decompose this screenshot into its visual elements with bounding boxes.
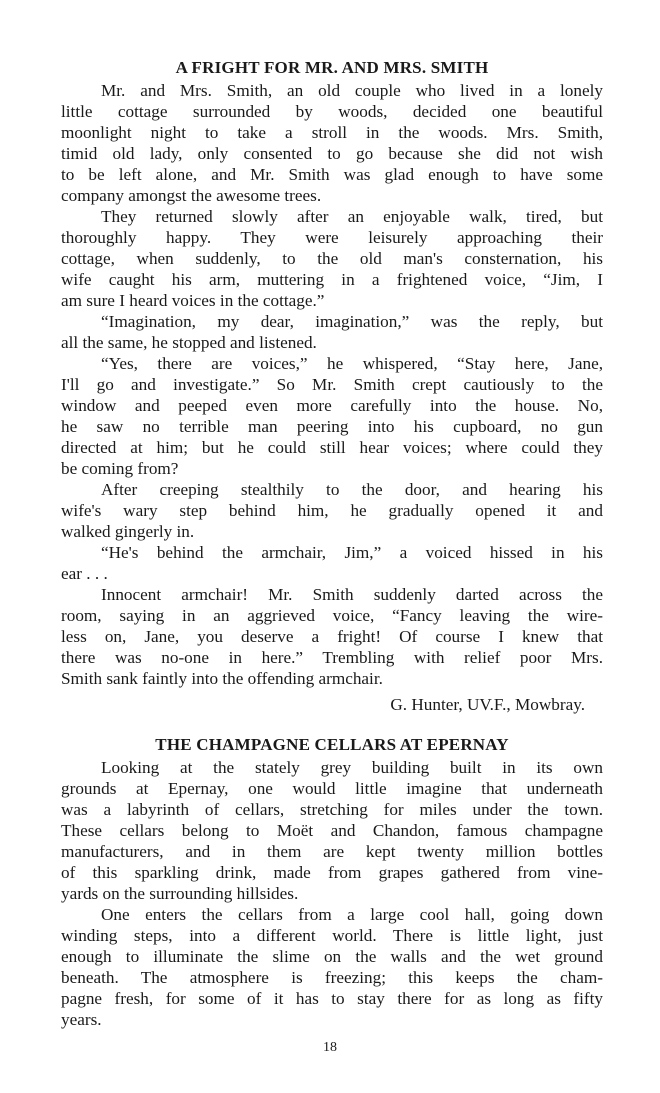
text-line: moonlight night to take a stroll in the woods. Mrs. Smith, <box>61 123 603 142</box>
text-line: ear . . . <box>61 564 108 583</box>
text-line: I'll go and investigate.” So Mr. Smith crept cautiously to the <box>61 375 603 394</box>
text-line: am sure I heard voices in the cottage.” <box>61 291 325 310</box>
text-line: These cellars belong to Moët and Chandon, famous champagne <box>61 821 603 840</box>
text-line: less on, Jane, you deserve a fright! Of course I knew that <box>61 627 603 646</box>
text-line: Innocent armchair! Mr. Smith suddenly darted across the <box>101 585 603 604</box>
text-line: cottage, when suddenly, to the old man's consternation, his <box>61 249 603 268</box>
text-line: manufacturers, and in them are kept twenty million bottles <box>61 842 603 861</box>
text-line: of this sparkling drink, made from grapes gathered from vine- <box>61 863 603 882</box>
text-line: yards on the surrounding hillsides. <box>61 884 299 903</box>
text-line: years. <box>61 1010 102 1029</box>
text-line: After creeping stealthily to the door, and hearing his <box>101 480 603 499</box>
text-line: he saw no terrible man peering into his cupboard, no gun <box>61 417 603 436</box>
text-line: room, saying in an aggrieved voice, “Fancy leaving the wire- <box>61 606 603 625</box>
text-line: thoroughly happy. They were leisurely approaching their <box>61 228 603 247</box>
text-line: “He's behind the armchair, Jim,” a voiced hissed in his <box>101 543 603 562</box>
text-line: all the same, he stopped and listened. <box>61 333 317 352</box>
article-title: THE CHAMPAGNE CELLARS AT EPERNAY <box>155 735 509 754</box>
text-line: little cottage surrounded by woods, decided one beautiful <box>61 102 603 121</box>
text-line: Smith sank faintly into the offending armchair. <box>61 669 383 688</box>
page-number: 18 <box>323 1040 337 1055</box>
text-line: Mr. and Mrs. Smith, an old couple who lived in a lonely <box>101 81 603 100</box>
author-signature: G. Hunter, UV.F., Mowbray. <box>390 695 585 714</box>
text-line: grounds at Epernay, one would little imagine that underneath <box>61 779 603 798</box>
text-line: winding steps, into a different world. There is little light, just <box>61 926 603 945</box>
text-line: wife caught his arm, muttering in a frightened voice, “Jim, I <box>61 270 603 289</box>
text-line: walked gingerly in. <box>61 522 195 541</box>
text-line: be coming from? <box>61 459 179 478</box>
text-line: They returned slowly after an enjoyable walk, tired, but <box>101 207 603 226</box>
text-line: beneath. The atmosphere is freezing; this keeps the cham- <box>61 968 603 987</box>
text-line: directed at him; but he could still hear voices; where could they <box>61 438 603 457</box>
text-line: window and peeped even more carefully into the house. No, <box>61 396 603 415</box>
text-line: wife's wary step behind him, he gradually opened it and <box>61 501 603 520</box>
text-line: enough to illuminate the slime on the walls and the wet ground <box>61 947 603 966</box>
text-line: was a labyrinth of cellars, stretching for miles under the town. <box>61 800 603 819</box>
article-title: A FRIGHT FOR MR. AND MRS. SMITH <box>175 58 489 77</box>
text-line: to be left alone, and Mr. Smith was glad enough to have some <box>61 165 603 184</box>
text-line: pagne fresh, for some of it has to stay there for as long as fifty <box>61 989 603 1008</box>
text-line: timid old lady, only consented to go because she did not wish <box>61 144 603 163</box>
text-line: “Yes, there are voices,” he whispered, “Stay here, Jane, <box>101 354 603 373</box>
text-line: One enters the cellars from a large cool hall, going down <box>101 905 603 924</box>
text-line: company amongst the awesome trees. <box>61 186 322 205</box>
text-line: Looking at the stately grey building built in its own <box>101 758 603 777</box>
text-line: there was no-one in here.” Trembling with relief poor Mrs. <box>61 648 603 667</box>
text-line: “Imagination, my dear, imagination,” was the reply, but <box>101 312 603 331</box>
